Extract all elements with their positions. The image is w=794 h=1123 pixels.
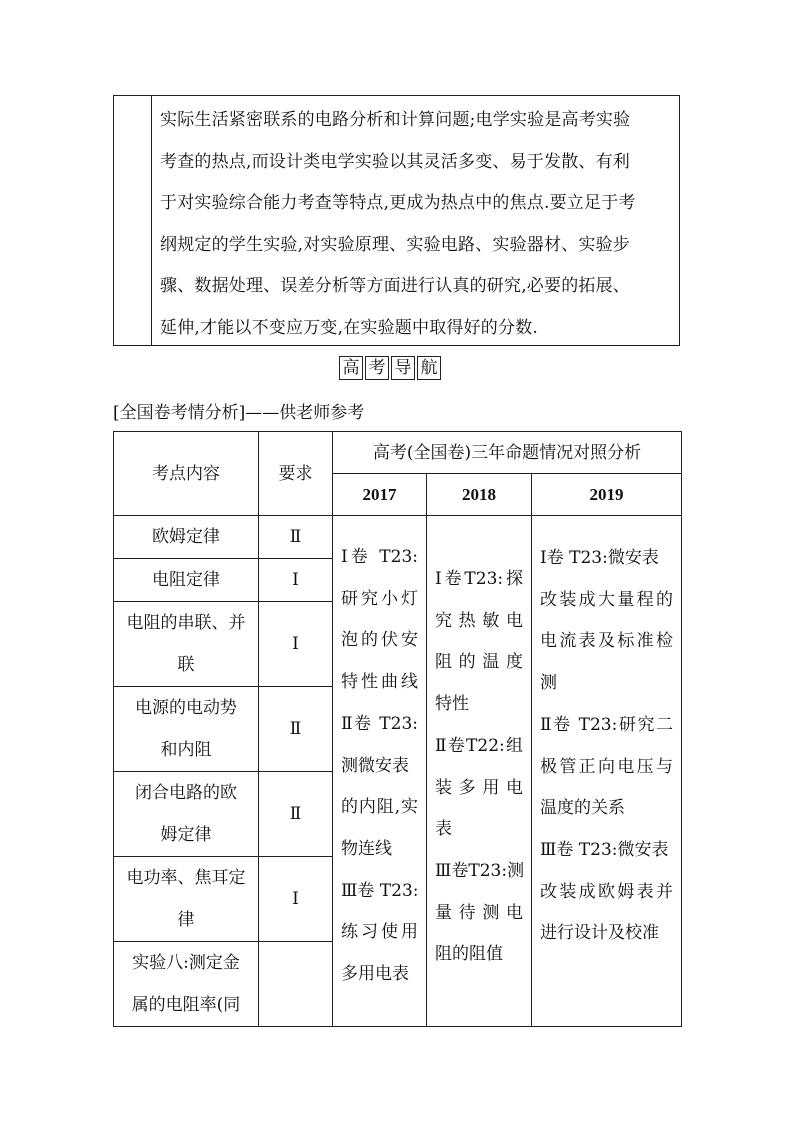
detail-line: Ⅰ卷 T23:微安表 <box>540 548 659 568</box>
heading-char-box: 高 <box>339 356 363 380</box>
detail-line: 改装成大量程的 <box>540 589 674 610</box>
exam-analysis-table <box>113 431 681 1019</box>
header-topic: 考点内容 <box>114 432 259 516</box>
intro-line: 延伸,才能以不变应万变,在实验题中取得好的分数. <box>160 317 539 338</box>
detail-line: 特性曲线 <box>341 672 418 693</box>
header-analysis: 高考(全国卷)三年命题情况对照分析 <box>333 432 682 474</box>
detail-2017-cell <box>333 516 427 1027</box>
detail-line: 量 待 测 电 <box>435 902 523 923</box>
detail-line: Ⅱ卷 T23:研究二 <box>540 714 674 735</box>
topic-cell <box>114 942 259 1027</box>
topic-text: 属的电阻率(同 <box>131 995 241 1015</box>
header-year-2019: 2019 <box>532 474 682 516</box>
intro-line: 纲规定的学生实验,对实验原理、实验电路、实验器材、实验步 <box>160 234 631 255</box>
detail-line: 阻的阻值 <box>435 944 503 965</box>
table-row <box>114 516 682 559</box>
header-requirement: 要求 <box>259 432 333 516</box>
topic-cell <box>114 687 259 772</box>
topic-text: 电阻定律 <box>152 570 220 590</box>
detail-line: Ⅲ卷 T23: <box>341 880 419 901</box>
detail-line: 装 多 用 电 <box>435 777 523 798</box>
detail-line: Ⅰ卷 T23: <box>341 547 418 567</box>
detail-line: 的内阻,实 <box>341 797 418 818</box>
topic-text: 姆定律 <box>160 825 212 845</box>
heading-char-box: 考 <box>365 356 389 380</box>
topic-text: 闭合电路的欧 <box>135 783 237 803</box>
header-year-2017: 2017 <box>333 474 427 516</box>
detail-line: Ⅲ卷 T23:微安表 <box>540 839 669 860</box>
detail-line: 阻 的 温 度 <box>435 652 523 673</box>
detail-line: 测微安表 <box>341 755 409 776</box>
detail-line: Ⅱ卷 T23: <box>341 713 418 734</box>
intro-line: 考查的热点,而设计类电学实验以其灵活多变、易于发散、有利 <box>160 151 631 172</box>
detail-line: 特性 <box>435 694 469 715</box>
topic-text: 电阻的串联、并 <box>126 613 246 633</box>
topic-cell <box>114 516 259 559</box>
intro-paragraph <box>160 100 673 349</box>
requirement-cell: Ⅰ <box>259 857 333 942</box>
detail-line: 练习使用 <box>341 922 418 943</box>
detail-line: 进行设计及校准 <box>540 923 659 944</box>
requirement-cell <box>259 942 333 1027</box>
topic-cell <box>114 602 259 687</box>
requirement-cell: Ⅰ <box>259 602 333 687</box>
detail-line: Ⅲ卷T23:测 <box>435 860 525 881</box>
heading-char-box: 导 <box>391 356 415 380</box>
detail-line: 研究小灯 <box>341 588 418 609</box>
detail-line: 温度的关系 <box>540 798 625 819</box>
topic-cell <box>114 772 259 857</box>
topic-cell <box>114 559 259 602</box>
section-heading-gaokao-daohang <box>339 356 441 380</box>
requirement-cell: Ⅱ <box>259 772 333 857</box>
heading-char-box: 航 <box>417 356 441 380</box>
intro-line: 实际生活紧密联系的电路分析和计算问题;电学实验是高考实验 <box>160 110 631 130</box>
detail-line: Ⅰ卷T23:探 <box>435 569 523 589</box>
detail-line: 测 <box>540 673 557 694</box>
detail-line: 究 热 敏 电 <box>435 610 523 631</box>
detail-line: 表 <box>435 819 452 840</box>
topic-cell <box>114 857 259 942</box>
detail-2019-cell <box>532 516 682 1027</box>
detail-line: 泡的伏安 <box>341 630 418 651</box>
topic-text: 和内阻 <box>160 740 212 760</box>
detail-line: Ⅱ卷T22:组 <box>435 735 523 756</box>
topic-text: 实验八:测定金 <box>132 953 240 973</box>
requirement-cell: Ⅱ <box>259 687 333 772</box>
topic-text: 联 <box>177 655 195 675</box>
requirement-cell: Ⅱ <box>259 516 333 559</box>
intro-box-left-column <box>114 96 152 345</box>
topic-text: 电源的电动势 <box>135 698 237 718</box>
topic-text: 律 <box>177 910 195 930</box>
header-year-2018: 2018 <box>427 474 532 516</box>
intro-line: 骤、数据处理、误差分析等方面进行认真的研究,必要的拓展、 <box>160 276 631 296</box>
intro-line: 于对实验综合能力考查等特点,更成为热点中的焦点.要立足于考 <box>160 193 636 213</box>
topic-text: 电功率、焦耳定 <box>126 868 246 888</box>
detail-2018-cell <box>427 516 532 1027</box>
intro-box <box>113 95 680 346</box>
detail-line: 极管正向电压与 <box>540 756 674 777</box>
detail-line: 多用电表 <box>341 964 409 985</box>
detail-line: 改装成欧姆表并 <box>540 881 674 902</box>
section-label: [全国卷考情分析]——供老师参考 <box>113 403 365 423</box>
requirement-cell: Ⅰ <box>259 559 333 602</box>
detail-line: 物连线 <box>341 838 392 859</box>
topic-text: 欧姆定律 <box>152 527 220 547</box>
detail-line: 电流表及标准检 <box>540 631 674 652</box>
